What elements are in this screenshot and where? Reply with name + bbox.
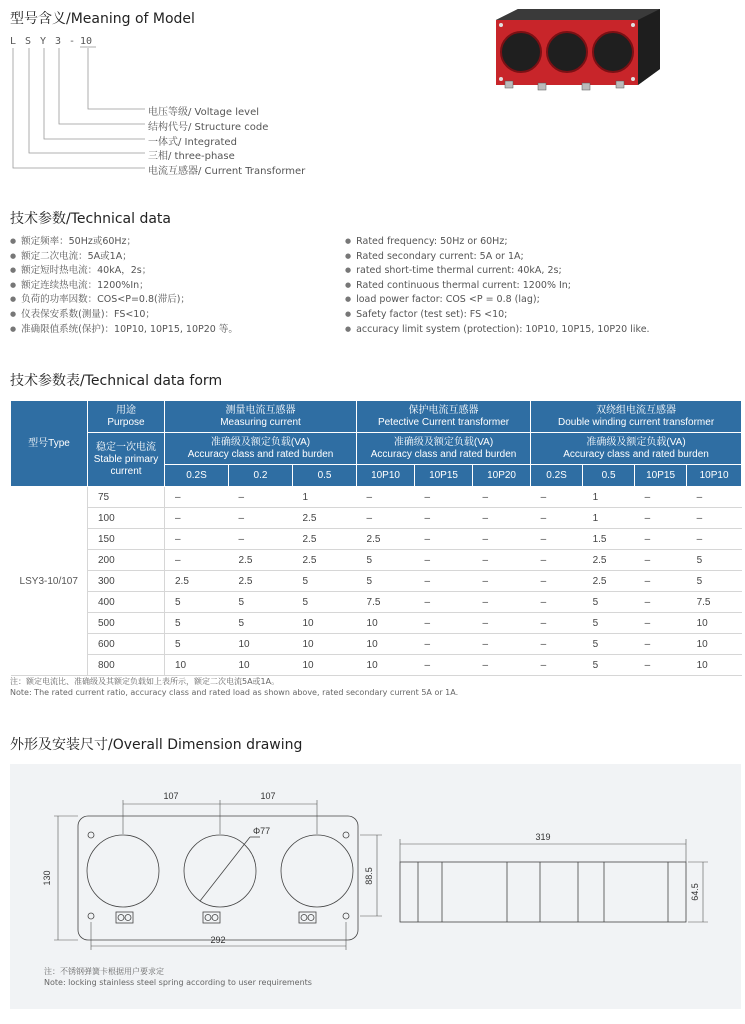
current-cell: 400: [88, 592, 165, 613]
value-cell: 5: [229, 613, 293, 634]
header-double-cn: 双绕组电流互感器: [596, 404, 677, 416]
header-class: 0.5: [293, 465, 357, 487]
technical-item-cn: ● 负荷的功率因数：COS<P=0.8(滞后)；: [10, 293, 238, 308]
value-cell: 5: [293, 571, 357, 592]
value-cell: 2.5: [293, 529, 357, 550]
technical-data-table: [10, 400, 742, 676]
value-cell: –: [687, 487, 742, 508]
value-cell: –: [229, 487, 293, 508]
value-cell: 10: [357, 613, 415, 634]
value-cell: –: [473, 529, 531, 550]
value-cell: –: [165, 529, 229, 550]
value-cell: 10: [687, 613, 742, 634]
header-class: 0.2S: [165, 465, 229, 487]
technical-item-en: ● Safety factor (test set): FS <10;: [345, 308, 650, 323]
header-class: 10P15: [415, 465, 473, 487]
header-double-winding: [531, 401, 742, 433]
header-protective-en: Petective Current transformer: [377, 416, 510, 428]
value-cell: –: [415, 550, 473, 571]
table-row: [11, 634, 742, 655]
header-double-en: Double winding current transformer: [557, 416, 715, 428]
header-measuring: [165, 401, 357, 433]
technical-title: 技术参数/Technical data: [10, 211, 171, 227]
front-view: [78, 816, 358, 940]
value-cell: 1: [583, 487, 635, 508]
value-cell: 10: [229, 655, 293, 676]
header-purpose-cn: 用途: [116, 404, 136, 416]
value-cell: 5: [583, 592, 635, 613]
value-cell: –: [635, 613, 687, 634]
header-class: 0.2S: [531, 465, 583, 487]
value-cell: –: [531, 550, 583, 571]
header-accuracy-cn: 准确级及额定负载(VA): [393, 436, 494, 448]
value-cell: –: [531, 571, 583, 592]
header-accuracy-protective: [357, 433, 531, 465]
value-cell: –: [531, 655, 583, 676]
value-cell: 2.5: [293, 550, 357, 571]
technical-item-cn: ● 额定二次电流：5A或1A；: [10, 250, 238, 265]
technical-list-cn: [10, 235, 238, 337]
dim-width: 292: [210, 935, 226, 945]
technical-item-en: ● load power factor: COS <P = 0.8 (lag);: [345, 293, 650, 308]
technical-item-en: ● Rated secondary current: 5A or 1A;: [345, 250, 650, 265]
current-cell: 150: [88, 529, 165, 550]
table-row: [11, 550, 742, 571]
header-accuracy-en: Accuracy class and rated burden: [370, 448, 517, 460]
current-cell: 600: [88, 634, 165, 655]
value-cell: 5: [583, 655, 635, 676]
value-cell: –: [687, 529, 742, 550]
value-cell: –: [531, 487, 583, 508]
value-cell: –: [635, 571, 687, 592]
current-cell: 300: [88, 571, 165, 592]
value-cell: 5: [357, 550, 415, 571]
value-cell: –: [415, 529, 473, 550]
value-cell: –: [415, 613, 473, 634]
value-cell: 1: [583, 508, 635, 529]
technical-item-en: ● Rated frequency: 50Hz or 60Hz;: [345, 235, 650, 250]
header-accuracy-double: [531, 433, 742, 465]
value-cell: 10: [687, 655, 742, 676]
current-cell: 100: [88, 508, 165, 529]
value-cell: 2.5: [229, 571, 293, 592]
value-cell: 5: [165, 592, 229, 613]
technical-item-cn: ● 额定频率：50Hz或60Hz；: [10, 235, 238, 250]
current-cell: 800: [88, 655, 165, 676]
technical-item-cn: ● 额定连续热电流：1200%In；: [10, 279, 238, 294]
value-cell: –: [415, 571, 473, 592]
value-cell: 1: [293, 487, 357, 508]
model-label-voltage: 电压等级/ Voltage level: [148, 107, 260, 118]
value-cell: –: [473, 592, 531, 613]
value-cell: –: [415, 592, 473, 613]
code-letter-y: Y: [40, 36, 47, 47]
value-cell: –: [415, 487, 473, 508]
header-type: 型号Type: [11, 401, 88, 487]
value-cell: –: [635, 487, 687, 508]
code-letter-3: 3: [55, 36, 62, 47]
dim-height-left: 130: [42, 870, 52, 886]
value-cell: –: [473, 508, 531, 529]
value-cell: –: [165, 508, 229, 529]
value-cell: 7.5: [357, 592, 415, 613]
value-cell: 10: [293, 634, 357, 655]
value-cell: –: [687, 508, 742, 529]
drawing-note-en: Note: locking stainless steel spring according to user requirements: [44, 978, 312, 987]
value-cell: –: [165, 487, 229, 508]
value-cell: –: [229, 508, 293, 529]
value-cell: –: [531, 508, 583, 529]
code-letter-s: S: [25, 36, 32, 47]
header-purpose: [88, 401, 165, 433]
header-stable-current: [88, 433, 165, 487]
value-cell: 10: [229, 634, 293, 655]
model-label-integrated: 一体式/ Integrated: [148, 137, 237, 148]
header-stable-cn: 稳定一次电流: [96, 441, 156, 453]
value-cell: –: [635, 655, 687, 676]
header-measuring-en: Measuring current: [220, 416, 301, 428]
header-purpose-en: Purpose: [107, 416, 145, 428]
header-accuracy-en: Accuracy class and rated burden: [563, 448, 709, 460]
value-cell: –: [635, 592, 687, 613]
value-cell: –: [531, 529, 583, 550]
value-cell: –: [473, 613, 531, 634]
code-letter-l: L: [10, 36, 17, 47]
value-cell: –: [415, 655, 473, 676]
value-cell: 10: [357, 655, 415, 676]
value-cell: 5: [229, 592, 293, 613]
value-cell: 2.5: [165, 571, 229, 592]
table-row: [11, 529, 742, 550]
header-class: 10P20: [473, 465, 531, 487]
header-class: 10P15: [635, 465, 687, 487]
technical-item-en: ● Rated continuous thermal current: 1200% In;: [345, 279, 650, 294]
header-measuring-cn: 测量电流互感器: [225, 404, 296, 416]
value-cell: 10: [687, 634, 742, 655]
side-dimension-lines: [400, 839, 708, 922]
value-cell: 5: [165, 613, 229, 634]
front-dimension-lines: [54, 800, 382, 950]
value-cell: 7.5: [687, 592, 742, 613]
value-cell: –: [473, 634, 531, 655]
value-cell: –: [473, 487, 531, 508]
header-accuracy-en: Accuracy class and rated burden: [187, 448, 334, 460]
value-cell: 5: [165, 634, 229, 655]
value-cell: –: [357, 487, 415, 508]
form-note-en: Note: The rated current ratio, accuracy class and rated load as shown above, rated secondary current 5A or 1A.: [10, 688, 459, 697]
table-row: [11, 592, 742, 613]
value-cell: –: [635, 508, 687, 529]
product-image: [488, 5, 668, 100]
value-cell: 5: [583, 613, 635, 634]
dim-spacing-1: 107: [163, 791, 179, 801]
value-cell: 2.5: [583, 571, 635, 592]
technical-list-en: [345, 235, 650, 337]
value-cell: –: [415, 634, 473, 655]
table-row: [11, 508, 742, 529]
table-row: [11, 613, 742, 634]
table-row: [11, 655, 742, 676]
header-accuracy-cn: 准确级及额定负载(VA): [586, 436, 686, 448]
value-cell: –: [357, 508, 415, 529]
header-accuracy-measuring: [165, 433, 357, 465]
value-cell: 1.5: [583, 529, 635, 550]
code-letter-10: 10: [80, 36, 93, 47]
table-row: [11, 487, 742, 508]
dim-spacing-2: 107: [260, 791, 276, 801]
header-class: 0.5: [583, 465, 635, 487]
value-cell: 5: [687, 550, 742, 571]
form-note-cn: 注：额定电流比、准确级及其额定负载如上表所示，额定二次电流5A或1A。: [10, 677, 280, 686]
value-cell: 5: [583, 634, 635, 655]
current-cell: 200: [88, 550, 165, 571]
value-cell: 10: [165, 655, 229, 676]
side-view: [400, 862, 686, 922]
value-cell: 5: [357, 571, 415, 592]
value-cell: –: [229, 529, 293, 550]
current-cell: 75: [88, 487, 165, 508]
dim-height-side: 64.5: [690, 883, 700, 901]
header-class: 10P10: [687, 465, 742, 487]
dim-diameter: Φ77: [253, 826, 271, 836]
value-cell: 5: [687, 571, 742, 592]
value-cell: –: [635, 529, 687, 550]
model-title: 型号含义/Meaning of Model: [10, 11, 195, 27]
value-cell: 10: [293, 613, 357, 634]
technical-item-en: ● accuracy limit system (protection): 10P10, 10P15, 10P20 like.: [345, 323, 650, 338]
technical-item-cn: ● 额定短时热电流：40kA，2s；: [10, 264, 238, 279]
value-cell: –: [473, 571, 531, 592]
value-cell: –: [531, 634, 583, 655]
value-cell: 2.5: [357, 529, 415, 550]
technical-item-cn: ● 仪表保安系数(测量)：FS<10；: [10, 308, 238, 323]
drawing-note-cn: 注：不锈钢弹簧卡根据用户要求定: [44, 967, 164, 976]
model-label-three-phase: 三相/ three-phase: [148, 151, 235, 162]
value-cell: –: [531, 613, 583, 634]
model-label-current-transformer: 电流互感器/ Current Transformer: [148, 166, 306, 177]
model-label-structure: 结构代号/ Structure code: [148, 122, 269, 133]
form-title: 技术参数表/Technical data form: [10, 373, 223, 389]
value-cell: 2.5: [229, 550, 293, 571]
value-cell: –: [165, 550, 229, 571]
value-cell: 10: [357, 634, 415, 655]
current-cell: 500: [88, 613, 165, 634]
value-cell: –: [635, 634, 687, 655]
header-protective: [357, 401, 531, 433]
value-cell: –: [415, 508, 473, 529]
header-class: 10P10: [357, 465, 415, 487]
dim-length-side: 319: [535, 832, 551, 842]
header-stable-en: Stable primary current: [93, 453, 159, 477]
technical-item-cn: ● 准确限值系统(保护)：10P10, 10P15, 10P20 等。: [10, 323, 238, 338]
dim-height-right: 88.5: [364, 867, 374, 885]
value-cell: 2.5: [293, 508, 357, 529]
header-class: 0.2: [229, 465, 293, 487]
value-cell: –: [635, 550, 687, 571]
header-protective-cn: 保护电流互感器: [408, 404, 479, 416]
value-cell: –: [531, 592, 583, 613]
technical-item-en: ● rated short-time thermal current: 40kA, 2s;: [345, 264, 650, 279]
type-cell: LSY3-10/107: [11, 487, 88, 676]
value-cell: 5: [293, 592, 357, 613]
drawing-title: 外形及安装尺寸/Overall Dimension drawing: [10, 737, 303, 753]
code-letter-dash: -: [69, 36, 76, 47]
value-cell: 2.5: [583, 550, 635, 571]
value-cell: –: [473, 550, 531, 571]
value-cell: –: [473, 655, 531, 676]
value-cell: 10: [293, 655, 357, 676]
table-row: [11, 571, 742, 592]
header-accuracy-cn: 准确级及额定负载(VA): [210, 436, 311, 448]
